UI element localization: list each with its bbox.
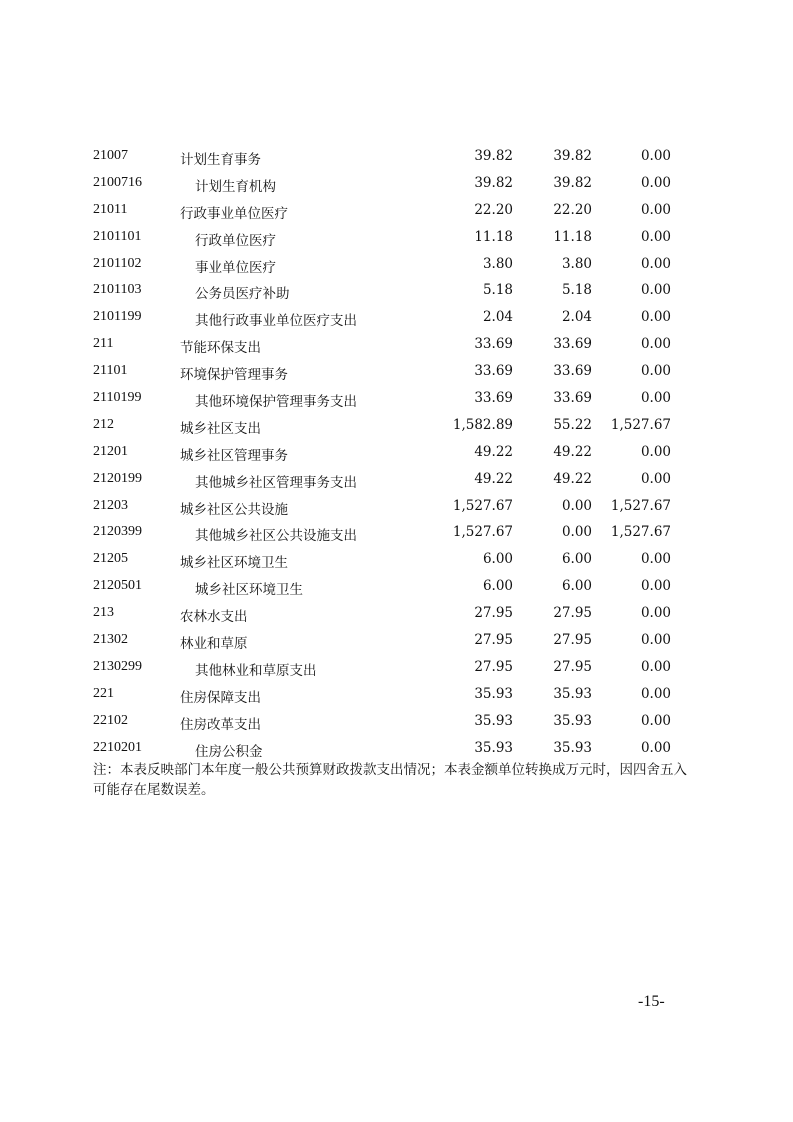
row-code: 22102 [93, 712, 128, 728]
row-name: 事业单位医疗 [195, 259, 276, 276]
row-basic: 11.18 [553, 228, 592, 245]
table-row [0, 546, 793, 573]
row-name: 城乡社区管理事务 [180, 447, 288, 464]
row-project: 0.00 [640, 685, 671, 702]
row-basic: 55.22 [553, 416, 592, 433]
row-code: 2101102 [93, 255, 142, 271]
row-name: 计划生育事务 [180, 152, 261, 168]
row-code: 2210201 [93, 739, 142, 755]
row-code: 21201 [93, 443, 128, 459]
row-total: 33.69 [474, 363, 513, 380]
row-total: 22.20 [474, 201, 513, 218]
row-name: 住房改革支出 [180, 716, 261, 733]
row-code: 213 [93, 605, 114, 621]
row-name: 其他行政事业单位医疗支出 [195, 313, 357, 330]
row-project: 0.00 [640, 658, 671, 675]
table-note: 注：本表反映部门本年度一般公共预算财政拨款支出情况；本表金额单位转换成万元时，因四舍五入可能存在尾数误差。 [93, 762, 687, 798]
row-project: 0.00 [640, 578, 671, 595]
row-name: 公务员医疗补助 [195, 286, 290, 303]
row-basic: 35.93 [553, 685, 592, 702]
row-name: 住房保障支出 [180, 689, 261, 706]
table-row [0, 466, 793, 493]
row-basic: 49.22 [553, 443, 592, 460]
table-row [0, 224, 793, 251]
row-basic: 33.69 [553, 390, 592, 407]
row-code: 2120399 [93, 524, 142, 540]
row-project: 0.00 [640, 282, 671, 299]
row-name: 行政单位医疗 [195, 232, 276, 249]
row-basic: 33.69 [553, 336, 592, 353]
table-row [0, 385, 793, 412]
row-project: 0.00 [640, 174, 671, 191]
row-code: 2100716 [93, 174, 142, 190]
row-code: 21007 [93, 148, 128, 163]
row-basic: 35.93 [553, 739, 592, 756]
row-code: 21011 [93, 201, 128, 217]
row-name: 林业和草原 [180, 636, 248, 653]
row-total: 35.93 [474, 739, 513, 756]
row-project: 1,527.67 [610, 416, 671, 433]
row-name: 其他城乡社区公共设施支出 [195, 528, 357, 545]
row-basic: 39.82 [553, 174, 592, 191]
row-code: 2130299 [93, 658, 142, 674]
row-total: 2.04 [482, 309, 513, 326]
row-name: 城乡社区支出 [180, 420, 261, 437]
row-project: 1,527.67 [610, 524, 671, 541]
row-name: 城乡社区公共设施 [180, 501, 288, 518]
row-name: 城乡社区环境卫生 [180, 555, 288, 572]
row-basic: 6.00 [561, 578, 592, 595]
row-code: 221 [93, 685, 114, 701]
row-project: 0.00 [640, 363, 671, 380]
table-row [0, 197, 793, 224]
table-row [0, 493, 793, 520]
row-project: 0.00 [640, 551, 671, 568]
row-project: 0.00 [640, 739, 671, 756]
row-name: 行政事业单位医疗 [180, 205, 288, 222]
table-row [0, 654, 793, 681]
row-name: 其他环境保护管理事务支出 [195, 394, 357, 411]
row-total: 33.69 [474, 390, 513, 407]
row-project: 0.00 [640, 605, 671, 622]
row-total: 11.18 [474, 228, 513, 245]
row-basic: 27.95 [553, 658, 592, 675]
row-name: 节能环保支出 [180, 340, 261, 357]
row-code: 2110199 [93, 390, 142, 406]
row-total: 6.00 [482, 578, 513, 595]
row-total: 5.18 [482, 282, 513, 299]
table-row [0, 627, 793, 654]
row-project: 0.00 [640, 712, 671, 729]
table-row [0, 331, 793, 358]
row-total: 27.95 [474, 605, 513, 622]
row-project: 0.00 [640, 255, 671, 272]
row-project: 0.00 [640, 443, 671, 460]
row-name: 环境保护管理事务 [180, 367, 288, 384]
row-basic: 27.95 [553, 632, 592, 649]
row-name: 其他城乡社区管理事务支出 [195, 474, 357, 491]
row-total: 1,527.67 [452, 524, 513, 541]
table-row [0, 600, 793, 627]
row-total: 3.80 [482, 255, 513, 272]
row-project: 0.00 [640, 228, 671, 245]
row-basic: 27.95 [553, 605, 592, 622]
table-row [0, 735, 793, 762]
row-basic: 5.18 [561, 282, 592, 299]
table-row [0, 277, 793, 304]
row-basic: 39.82 [553, 148, 592, 164]
table-row [0, 170, 793, 197]
row-total: 1,582.89 [452, 416, 513, 433]
row-project: 0.00 [640, 336, 671, 353]
row-code: 2101101 [93, 228, 142, 244]
table-row [0, 708, 793, 735]
row-total: 6.00 [482, 551, 513, 568]
row-name: 农林水支出 [180, 609, 248, 626]
row-basic: 33.69 [553, 363, 592, 380]
row-total: 49.22 [474, 470, 513, 487]
row-name: 住房公积金 [195, 743, 263, 760]
row-total: 35.93 [474, 712, 513, 729]
row-basic: 3.80 [561, 255, 592, 272]
row-code: 21203 [93, 497, 128, 513]
row-basic: 49.22 [553, 470, 592, 487]
table-row [0, 251, 793, 278]
row-basic: 2.04 [561, 309, 592, 326]
row-total: 39.82 [474, 148, 513, 164]
row-total: 35.93 [474, 685, 513, 702]
row-code: 211 [93, 336, 114, 352]
row-total: 33.69 [474, 336, 513, 353]
row-total: 27.95 [474, 632, 513, 649]
row-project: 0.00 [640, 632, 671, 649]
table-row [0, 439, 793, 466]
row-code: 2101199 [93, 309, 142, 325]
table-row [0, 412, 793, 439]
row-total: 39.82 [474, 174, 513, 191]
row-name: 计划生育机构 [195, 178, 276, 195]
row-basic: 35.93 [553, 712, 592, 729]
table-row [0, 573, 793, 600]
row-project: 0.00 [640, 201, 671, 218]
row-total: 27.95 [474, 658, 513, 675]
row-name: 其他林业和草原支出 [195, 662, 317, 679]
row-code: 2101103 [93, 282, 142, 298]
row-code: 212 [93, 416, 114, 432]
row-code: 21205 [93, 551, 128, 567]
budget-table [0, 143, 793, 761]
row-project: 1,527.67 [610, 497, 671, 514]
row-basic: 0.00 [561, 524, 592, 541]
row-project: 0.00 [640, 309, 671, 326]
row-project: 0.00 [640, 390, 671, 407]
row-basic: 22.20 [553, 201, 592, 218]
table-row [0, 519, 793, 546]
row-total: 49.22 [474, 443, 513, 460]
row-code: 21302 [93, 632, 128, 648]
row-basic: 0.00 [561, 497, 592, 514]
row-project: 0.00 [640, 470, 671, 487]
table-row [0, 304, 793, 331]
row-name: 城乡社区环境卫生 [195, 582, 303, 599]
row-code: 21101 [93, 363, 128, 379]
table-row [0, 358, 793, 385]
row-total: 1,527.67 [452, 497, 513, 514]
table-row [0, 143, 793, 170]
table-row [0, 681, 793, 708]
row-code: 2120199 [93, 470, 142, 486]
row-project: 0.00 [640, 148, 671, 164]
page-number: -15- [638, 993, 665, 1010]
row-code: 2120501 [93, 578, 142, 594]
row-basic: 6.00 [561, 551, 592, 568]
